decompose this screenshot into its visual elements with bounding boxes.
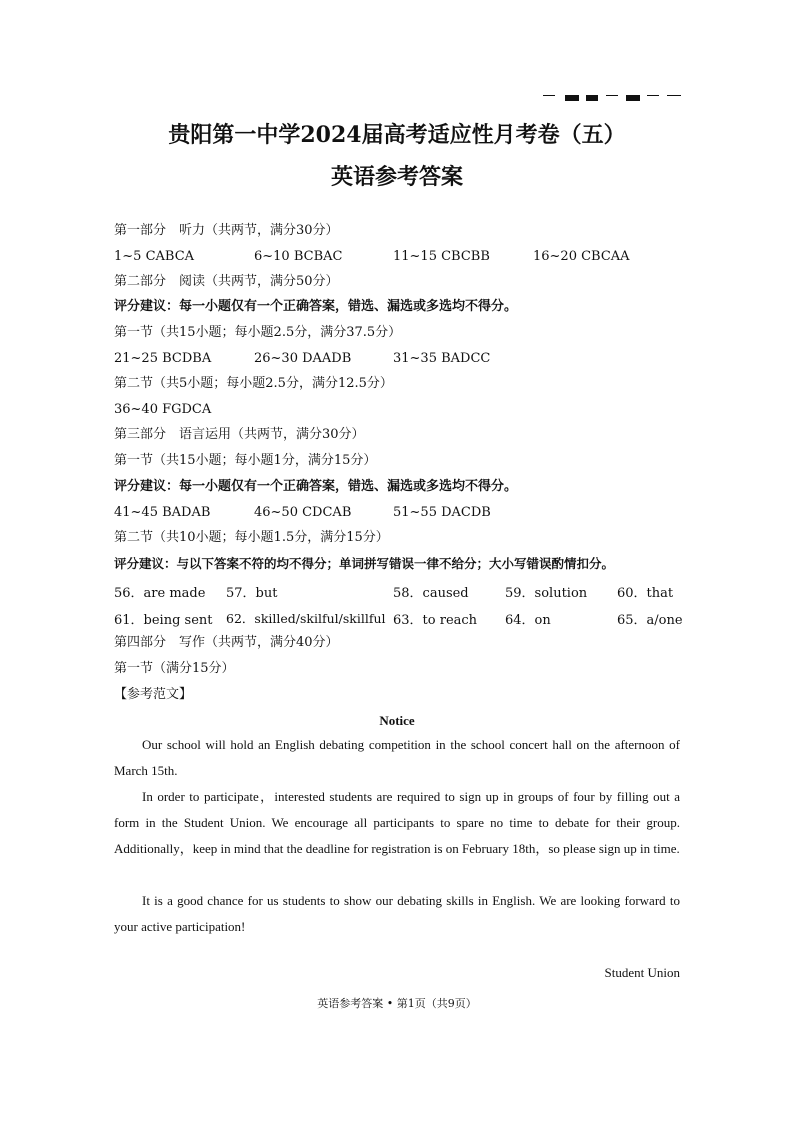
answer-group: 21~25 BCDBA xyxy=(114,351,212,366)
essay-title: Notice xyxy=(379,713,415,728)
essay-paragraph: In order to participate，interested students are required to sign up in groups of four by filling out a form in the Student Union. We encourage all participants to spare no time to debate for their group. Additionally，keep in mind that the deadline for registration is on February 18th，so please sign up in time. xyxy=(114,789,680,856)
answer-item: 58．caused xyxy=(393,586,469,601)
answer-item: 64．on xyxy=(505,613,551,628)
answer-item: 61．being sent xyxy=(114,613,213,628)
part1-heading: 第一部分 听力（共两节，满分30分） xyxy=(114,223,339,238)
grading-note: 评分建议：每一小题仅有一个正确答案，错选、漏选或多选均不得分。 xyxy=(114,479,518,494)
grading-note: 评分建议：与以下答案不符的均不得分；单词拼写错误一律不给分；大小写错误酌情扣分。 xyxy=(114,556,615,571)
page-footer: 英语参考答案 • 第1页（共9页） xyxy=(317,997,477,1010)
answer-item: 56．are made xyxy=(114,586,206,601)
essay-signature: Student Union xyxy=(604,965,680,980)
page-subtitle: 英语参考答案 xyxy=(330,164,463,190)
answer-group: 11~15 CBCBB xyxy=(393,249,490,264)
section-heading: 第二节（共5小题；每小题2.5分，满分12.5分） xyxy=(114,376,393,391)
answer-group: 1~5 CABCA xyxy=(114,249,195,264)
answer-group: 26~30 DAADB xyxy=(254,351,352,366)
answer-group: 6~10 BCBAC xyxy=(254,249,343,264)
sample-label: 【参考范文】 xyxy=(114,687,193,702)
answer-item: 59．solution xyxy=(505,586,588,601)
answer-group: 36~40 FGDCA xyxy=(114,402,212,417)
answer-group: 16~20 CBCAA xyxy=(533,249,630,264)
answer-item: 63．to reach xyxy=(393,613,478,628)
answer-item: 62．skilled/skilful/skillful xyxy=(226,611,386,626)
part2-heading: 第二部分 阅读（共两节，满分50分） xyxy=(114,274,339,289)
part3-heading: 第三部分 语言运用（共两节，满分30分） xyxy=(114,427,365,442)
answer-item: 57．but xyxy=(226,586,278,601)
answer-group: 31~35 BADCC xyxy=(393,351,491,366)
answer-item: 65．a/one xyxy=(617,613,683,628)
grading-note: 评分建议：每一小题仅有一个正确答案，错选、漏选或多选均不得分。 xyxy=(114,299,518,314)
section-heading: 第二节（共10小题；每小题1.5分，满分15分） xyxy=(114,530,389,545)
section-heading: 第一节（共15小题；每小题1分，满分15分） xyxy=(114,453,377,468)
part4-heading: 第四部分 写作（共两节，满分40分） xyxy=(114,635,339,650)
essay-paragraph: It is a good chance for us students to show our debating skills in English. We are looking forward to your active participation! xyxy=(114,893,680,934)
page-title: 贵阳第一中学2024届高考适应性月考卷（五） xyxy=(168,122,626,148)
registration-marks xyxy=(543,95,683,103)
essay-paragraph: Our school will hold an English debating competition in the school concert hall on the afternoon of March 15th. xyxy=(114,737,680,778)
answer-item: 60．that xyxy=(617,586,674,601)
section-heading: 第一节（满分15分） xyxy=(114,661,235,676)
answer-group: 41~45 BADAB xyxy=(114,505,211,520)
answer-group: 51~55 DACDB xyxy=(393,505,491,520)
answer-group: 46~50 CDCAB xyxy=(254,505,352,520)
section-heading: 第一节（共15小题；每小题2.5分，满分37.5分） xyxy=(114,325,402,340)
